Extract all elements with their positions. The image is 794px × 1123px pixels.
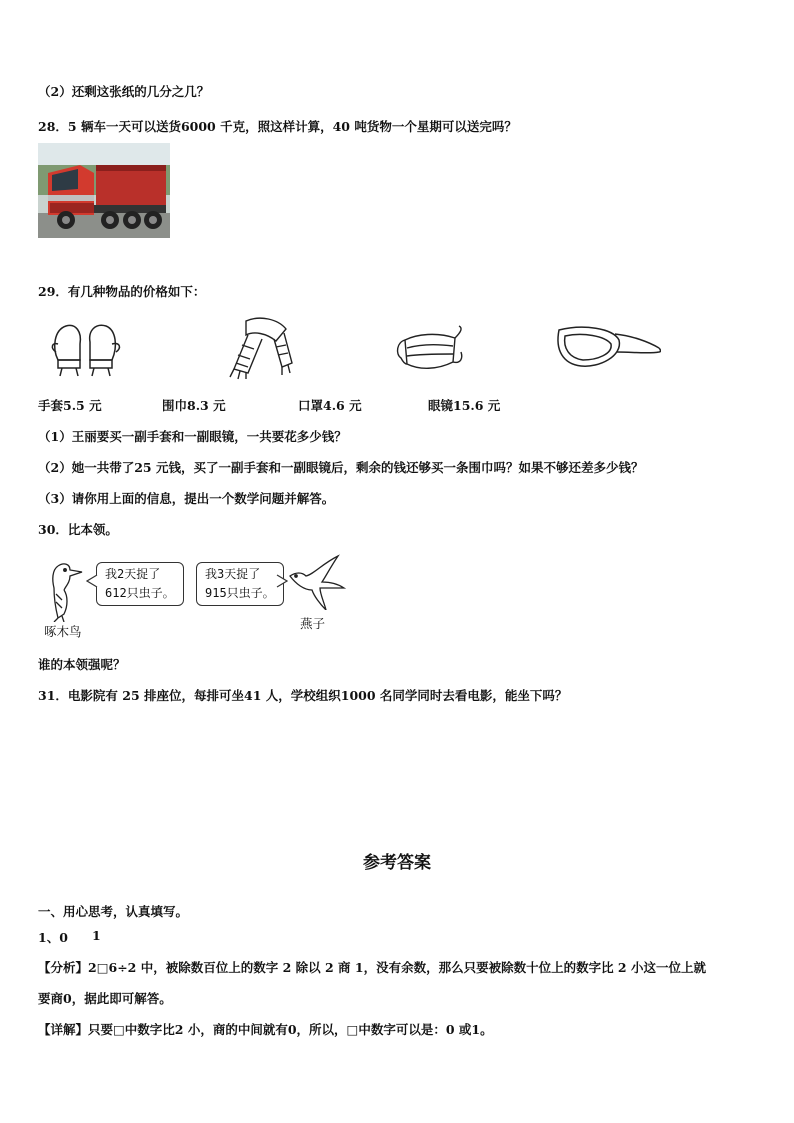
scarf-icon bbox=[226, 315, 296, 381]
answer1-detail: 【详解】只要□中数字比2 小，商的中间就有0，所以，□中数字可以是：0 或1。 bbox=[38, 1022, 493, 1037]
woodpecker-label: 啄木鸟 bbox=[44, 624, 82, 639]
swallow-label: 燕子 bbox=[300, 616, 326, 631]
item-price-label: 手套5.5 元 bbox=[38, 398, 102, 413]
q29-sub3-text: （3）请你用上面的信息，提出一个数学问题并解答。 bbox=[38, 491, 335, 506]
q29-sub2-text: （2）她一共带了25 元钱，买了一副手套和一副眼镜后，剩余的钱还够买一条围巾吗？如果不够还差多少钱？ bbox=[38, 460, 644, 475]
q27-part2-text: （2）还剩这张纸的几分之几？ bbox=[38, 84, 210, 99]
q28-text: 28．5 辆车一天可以送货6000 千克，照这样计算，40 吨货物一个星期可以送完吗？ bbox=[38, 119, 517, 134]
answers-title: 参考答案 bbox=[363, 853, 431, 873]
answer1-analysis-line2: 要商0，据此即可解答。 bbox=[38, 991, 172, 1006]
answer1-value2: 1 bbox=[92, 928, 101, 943]
q31-text: 31．电影院有 25 排座位，每排可坐41 人，学校组织1000 名同学同时去看电影，能坐下吗？ bbox=[38, 688, 568, 703]
answer1-number: 1、0 bbox=[38, 930, 68, 945]
item-price-label: 围巾8.3 元 bbox=[162, 398, 226, 413]
item-price-label: 眼镜15.6 元 bbox=[428, 398, 501, 413]
q29-text: 29．有几种物品的价格如下： bbox=[38, 284, 206, 299]
q30-text: 30．比本领。 bbox=[38, 522, 118, 537]
swallow-icon bbox=[286, 554, 346, 610]
bubble-line: 612只虫子。 bbox=[105, 586, 175, 600]
q29-sub1-text: （1）王丽要买一副手套和一副眼镜，一共要花多少钱？ bbox=[38, 429, 347, 444]
woodpecker-icon bbox=[44, 560, 84, 622]
face-mask-icon bbox=[393, 322, 465, 376]
truck-image bbox=[38, 143, 170, 238]
glasses-icon bbox=[553, 322, 661, 374]
swallow-speech-bubble bbox=[196, 562, 284, 606]
answer1-analysis-line1: 【分析】2□6÷2 中，被除数百位上的数字 2 除以 2 商 1，没有余数，那么只要被除数十位上的数字比 2 小这一位上就 bbox=[38, 960, 706, 975]
bubble-line: 我3天捉了 bbox=[205, 567, 261, 581]
section1-heading: 一、用心思考，认真填写。 bbox=[38, 904, 189, 919]
bubble-line: 我2天捉了 bbox=[105, 567, 161, 581]
mittens-icon bbox=[50, 318, 122, 378]
bubble-line: 915只虫子。 bbox=[205, 586, 275, 600]
woodpecker-speech-bubble bbox=[96, 562, 184, 606]
bubble-pointer-icon bbox=[86, 574, 98, 588]
item-price-label: 口罩4.6 元 bbox=[298, 398, 362, 413]
q30-question-text: 谁的本领强呢？ bbox=[38, 657, 126, 672]
